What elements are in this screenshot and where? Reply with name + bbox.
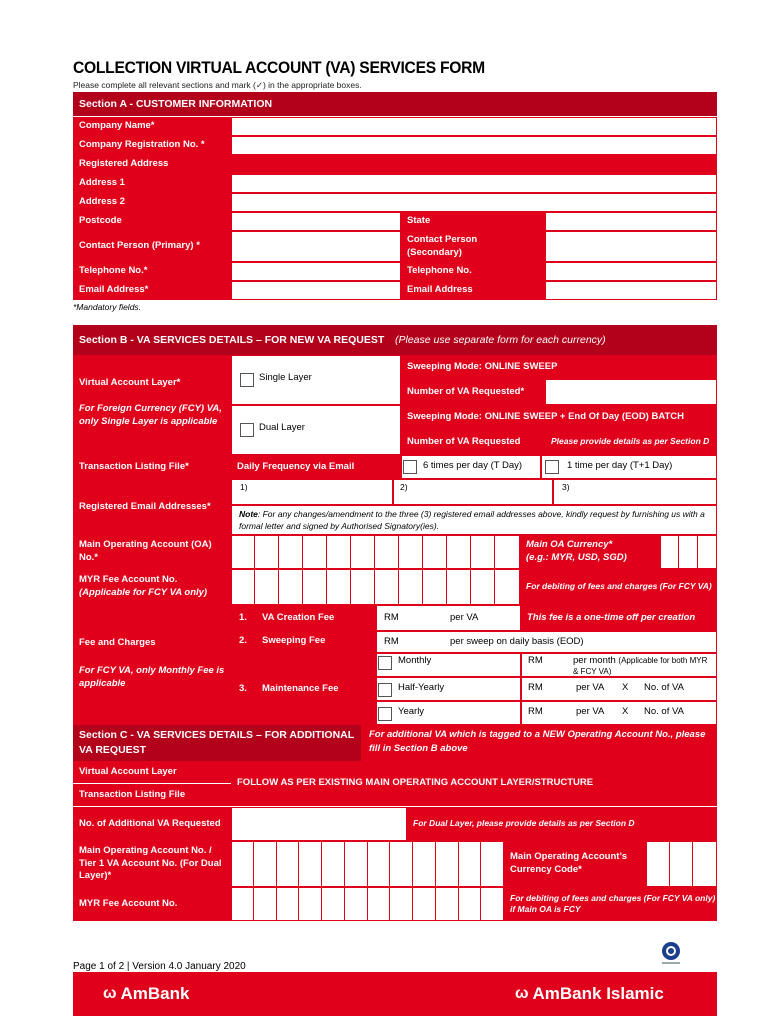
digit-box[interactable] [345,841,368,887]
va-layer-label-cell [73,355,231,455]
digit-box[interactable] [303,535,327,569]
page-footer: Page 1 of 2 | Version 4.0 January 2020 [73,961,246,972]
digit-box[interactable] [423,535,447,569]
digit-box[interactable] [254,841,277,887]
digit-box[interactable] [459,841,482,887]
fees-note: For FCY VA, only Monthly Fee is applicable [79,665,225,689]
email-field[interactable] [545,281,717,300]
ambank-islamic-logo-mark: ω [515,985,529,1002]
reg-address-label: Registered Address [73,155,717,174]
c-myr-fee-label: MYR Fee Account No. [73,887,231,921]
digit-box[interactable] [255,535,279,569]
myr-fee-label: MYR Fee Account No. [79,574,178,586]
main-oa-ccy-boxes[interactable] [660,535,717,569]
digit-box[interactable] [390,841,413,887]
contact-secondary-label: Contact Person (Secondary) [401,231,545,262]
main-oa-ccy-label [520,535,660,569]
sweep-eod-label: Sweeping Mode: ONLINE SWEEP + End Of Day (EOD) BATCH [401,405,717,429]
yearly-rm: RM [528,706,543,717]
yearly-cell [376,701,521,725]
section-c-title: Section C - VA SERVICES DETAILS – FOR ADDITIONAL VA REQUEST [79,729,354,757]
c-va-layer-label: Virtual Account Layer [73,761,231,783]
digit-box[interactable] [345,887,368,921]
email-note [239,509,711,533]
mandatory-note: *Mandatory fields. [73,302,142,312]
yearly-x: X [622,706,629,717]
digit-box[interactable] [299,887,322,921]
contact-primary-field[interactable] [231,231,401,262]
monthly-rm: RM [528,655,543,666]
fee1-amount-field[interactable] [376,605,521,631]
contact-secondary-field[interactable] [545,231,717,262]
sweep-online-label: Sweeping Mode: ONLINE SWEEP [401,355,717,379]
c-debit-note: For debiting of fees and charges (For FCY VA only) if Main OA is FCY [504,887,717,921]
digit-box[interactable] [279,569,303,605]
digit-box[interactable] [481,887,504,921]
per-month-text [573,655,713,678]
email-note-label: Note [239,509,258,519]
email1-number: 1) [240,482,248,492]
digit-box[interactable] [231,841,254,887]
c-txn-listing-label: Transaction Listing File [73,784,231,806]
single-layer-label: Single Layer [259,372,312,383]
main-oa-label: Main Operating Account (OA) No.* [73,535,231,569]
digit-box[interactable] [413,841,436,887]
va-layer-label: Virtual Account Layer* [79,376,181,388]
digit-box[interactable] [459,887,482,921]
main-oa-ccy-example: (e.g.: MYR, USD, SGD) [526,552,627,563]
section-c-note-cell [361,725,717,761]
address1-field[interactable] [231,174,717,193]
ambank-logo-mark: ω [103,985,117,1002]
half-yearly-amount-field[interactable] [521,677,717,701]
email1-field[interactable] [231,479,393,505]
six-times-checkbox[interactable] [403,460,417,474]
yearly-amount-field[interactable] [521,701,717,725]
digit-box[interactable] [423,569,447,605]
email3-number: 3) [562,482,570,492]
num-va-req-field[interactable] [545,379,717,405]
half-yearly-rm: RM [528,682,543,693]
num-va-label: Number of VA Requested [401,429,545,455]
one-time-off-note: This fee is a one-time off per creation [521,605,717,631]
fee3-number: 3. [239,683,247,694]
single-layer-cell [231,355,401,405]
dual-layer-cell [231,405,401,455]
daily-freq-label: Daily Frequency via Email [231,455,401,479]
email-note-cell [231,505,717,535]
company-reg-field[interactable] [231,136,717,155]
per-month-note: (Applicable for both MYR & FCY VA) [573,656,708,677]
state-label: State [401,212,545,231]
email3-field[interactable] [553,479,717,505]
digit-box[interactable] [351,535,375,569]
fee2-per-sweep: per sweep on daily basis (EOD) [450,636,584,647]
digit-box[interactable] [436,841,459,887]
txn-listing-label: Transaction Listing File* [73,455,231,479]
section-b-title: Section B - VA SERVICES DETAILS – FOR NEW VA REQUEST [79,334,385,346]
yearly-no-va: No. of VA [644,706,684,717]
brand-bar [73,972,717,1016]
address1-label: Address 1 [73,174,231,193]
address2-label: Address 2 [73,193,231,212]
ccy-box[interactable] [698,535,717,569]
main-oa-digit-boxes[interactable] [231,535,520,569]
digit-box[interactable] [255,569,279,605]
per-month-label: per month [573,655,616,666]
digit-box[interactable] [436,887,459,921]
address2-field[interactable] [231,193,717,212]
fee2-label-cell [231,631,376,653]
fee2-number: 2. [239,635,247,646]
ambank-islamic-logo-text: AmBank Islamic [532,984,664,1003]
email2-number: 2) [400,482,408,492]
company-name-field[interactable] [231,117,717,136]
digit-box[interactable] [231,569,255,605]
half-yearly-checkbox[interactable] [378,683,392,697]
fee1-label-cell [231,605,376,631]
myr-fee-note: (Applicable for FCY VA only) [79,587,208,598]
digit-box[interactable] [327,569,351,605]
digit-box[interactable] [254,887,277,921]
digit-box[interactable] [303,569,327,605]
ambank-logo-text: AmBank [120,984,190,1003]
fees-label: Fee and Charges [79,636,156,648]
digit-box[interactable] [277,841,300,887]
page-title: COLLECTION VIRTUAL ACCOUNT (VA) SERVICES FORM [73,58,485,77]
one-time-label: 1 time per day (T+1 Day) [567,460,673,471]
half-yearly-cell [376,677,521,701]
fee2-rm: RM [384,636,399,647]
dual-layer-checkbox[interactable] [240,423,254,437]
digit-box[interactable] [327,535,351,569]
myr-fee-label-cell [73,569,231,605]
c-dual-note: For Dual Layer, please provide details as per Section D [407,807,717,841]
company-name-label: Company Name* [73,117,231,136]
c-num-add-field[interactable] [231,807,407,841]
c-main-oa-label: Main Operating Account No. / Tier 1 VA Account No. (For Dual Layer)* [73,841,231,887]
fee3-label-cell [231,653,376,725]
digit-box[interactable] [368,887,391,921]
monthly-cell [376,653,521,677]
num-va-req-label: Number of VA Requested* [401,379,545,405]
monthly-amount-field[interactable] [521,653,717,677]
company-reg-label: Company Registration No. * [73,136,717,155]
yearly-checkbox[interactable] [378,707,392,721]
page-instructions: Please complete all relevant sections and mark (✓) in the appropriate boxes. [73,80,362,90]
email-label: Email Address [401,281,545,300]
digit-box[interactable] [413,887,436,921]
ccy-box[interactable] [670,841,694,887]
reg-emails-label: Registered Email Addresses* [73,479,231,535]
c-num-add-label: No. of Additional VA Requested [73,807,231,841]
fees-label-cell [73,605,231,725]
section-c-header [73,725,361,761]
section-c-note: For additional VA which is tagged to a NEW Operating Account No., please fill in Section B above [369,729,706,754]
one-time-checkbox[interactable] [545,460,559,474]
yearly-label: Yearly [398,706,425,717]
email2-field[interactable] [393,479,553,505]
fee1-label: VA Creation Fee [262,612,335,623]
telephone-req-label: Telephone No.* [73,262,231,281]
postcode-label: Postcode [73,212,231,231]
digit-box[interactable] [375,535,399,569]
fcy-layer-note: For Foreign Currency (FCY) VA, only Single Layer is applicable [79,403,222,427]
digit-box[interactable] [375,569,399,605]
telephone-req-field[interactable] [231,262,401,281]
c-main-oa-digit-boxes[interactable] [231,841,504,887]
one-time-cell [541,455,717,479]
myr-fee-digit-boxes[interactable] [231,569,520,605]
state-field[interactable] [545,212,717,231]
fee2-amount-field[interactable] [376,631,717,653]
section-a-header: Section A - CUSTOMER INFORMATION [73,92,717,116]
telephone-field[interactable] [545,262,717,281]
postcode-field[interactable] [231,212,401,231]
ccy-box[interactable] [646,841,670,887]
section-b-note: (Please use separate form for each currency) [395,334,606,346]
monthly-label: Monthly [398,655,432,666]
email-req-field[interactable] [231,281,401,300]
dual-layer-label: Dual Layer [259,422,305,433]
ambank-islamic-logo [515,984,664,1004]
digit-box[interactable] [351,569,375,605]
fee1-number: 1. [239,612,247,623]
ccy-box[interactable] [660,535,679,569]
debit-note: For debiting of fees and charges (For FCY VA) [520,569,717,605]
telephone-label: Telephone No. [401,262,545,281]
digit-box[interactable] [279,535,303,569]
contact-primary-label: Contact Person (Primary) * [73,231,231,262]
digit-box[interactable] [471,535,495,569]
six-times-label: 6 times per day (T Day) [423,460,523,471]
digit-box[interactable] [231,535,255,569]
section-b-header [73,325,717,355]
c-main-ccy-boxes[interactable] [646,841,717,887]
c-main-ccy-label: Main Operating Account’s Currency Code* [504,841,646,887]
digit-box[interactable] [277,887,300,921]
ambank-logo [103,984,189,1004]
c-follow-note: FOLLOW AS PER EXISTING MAIN OPERATING ACCOUNT LAYER/STRUCTURE [231,761,717,806]
monthly-checkbox[interactable] [378,656,392,670]
digit-box[interactable] [495,535,520,569]
email-req-label: Email Address* [73,281,231,300]
digit-box[interactable] [447,535,471,569]
fee2-label: Sweeping Fee [262,635,326,646]
c-myr-fee-digit-boxes[interactable] [231,887,504,921]
digit-box[interactable] [399,569,423,605]
digit-box[interactable] [368,841,391,887]
digit-box[interactable] [322,887,345,921]
half-yearly-no-va: No. of VA [644,682,684,693]
main-oa-ccy-title: Main OA Currency* [526,539,613,551]
digit-box[interactable] [390,887,413,921]
half-yearly-per-va: per VA [576,682,605,693]
fee3-label: Maintenance Fee [262,683,339,694]
digit-box[interactable] [447,569,471,605]
half-yearly-label: Half-Yearly [398,682,445,693]
digit-box[interactable] [231,887,254,921]
six-times-cell [401,455,541,479]
digit-box[interactable] [495,569,520,605]
half-yearly-x: X [622,682,629,693]
fee1-per-va: per VA [450,612,479,623]
digit-box[interactable] [481,841,504,887]
ccy-box[interactable] [679,535,698,569]
ccy-box[interactable] [693,841,717,887]
email-note-text: : For any changes/amendment to the three (3) registered email addresses above, kindly request by furnishing us with a formal letter and signed by Authorised Signatory(ies). [239,509,705,531]
digit-box[interactable] [399,535,423,569]
digit-box[interactable] [471,569,495,605]
yearly-per-va: per VA [576,706,605,717]
digit-box[interactable] [299,841,322,887]
certification-seal-icon [656,940,686,966]
digit-box[interactable] [322,841,345,887]
provide-details-note: Please provide details as per Section D [545,429,717,455]
single-layer-checkbox[interactable] [240,373,254,387]
fee1-rm: RM [384,612,399,623]
